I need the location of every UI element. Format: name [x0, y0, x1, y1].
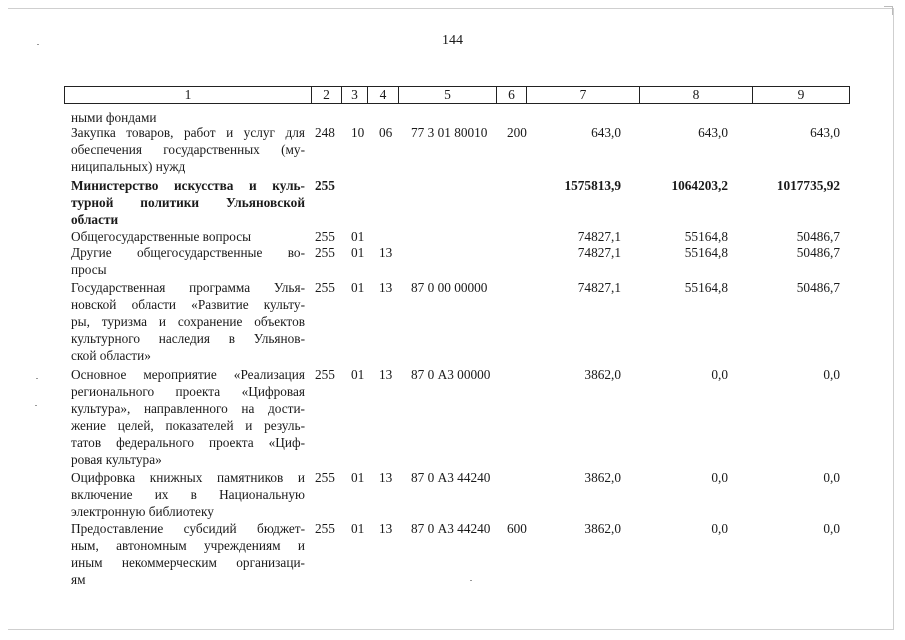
row-description — [71, 228, 305, 245]
description-line: ниципальных) нужд — [71, 159, 186, 174]
col-5-target: 87 0 А3 44240 — [411, 521, 491, 536]
corner-mark — [884, 6, 893, 15]
col-8-amount: 0,0 — [711, 367, 728, 382]
scan-speck — [37, 44, 39, 45]
description-line: ры, туризма и сохранение объектов — [71, 314, 305, 329]
description-line: включение их в Национальную — [71, 487, 305, 502]
row-description — [71, 469, 305, 520]
scan-speck — [470, 580, 472, 581]
description-line: новской области «Развитие культу- — [71, 297, 305, 312]
col-8-amount: 0,0 — [711, 521, 728, 536]
col-8-amount: 1064203,2 — [671, 178, 728, 193]
col-8-amount: 0,0 — [711, 470, 728, 485]
col-5-target: 77 3 01 80010 — [411, 125, 488, 140]
header-col-1: 1 — [65, 87, 312, 103]
description-line: Другие общегосударственные во- — [71, 245, 305, 260]
col-6-type: 600 — [507, 521, 527, 536]
col-2-code: 255 — [315, 470, 335, 485]
col-7-amount: 643,0 — [591, 125, 621, 140]
col-7-amount: 1575813,9 — [564, 178, 621, 193]
col-8-amount: 55164,8 — [684, 245, 728, 260]
col-5-target: 87 0 А3 44240 — [411, 470, 491, 485]
col-6-type: 200 — [507, 125, 527, 140]
col-3-section: 01 — [351, 521, 365, 536]
table-header — [64, 86, 850, 104]
description-line: ными фондами — [71, 110, 157, 125]
col-8-amount: 55164,8 — [684, 280, 728, 295]
col-8-amount: 55164,8 — [684, 229, 728, 244]
description-line: области — [71, 212, 119, 227]
col-2-code: 255 — [315, 521, 335, 536]
row-description — [71, 279, 305, 364]
col-7-amount: 3862,0 — [584, 470, 621, 485]
description-line: культурного наследия в Ульянов- — [71, 331, 305, 346]
description-line: электронную библиотеку — [71, 504, 214, 519]
row-description — [71, 177, 305, 228]
row-description — [71, 520, 305, 588]
col-2-code: 255 — [315, 367, 335, 382]
description-line: ным, автономным учреждениям и — [71, 538, 305, 553]
col-7-amount: 74827,1 — [577, 280, 621, 295]
col-2-code: 248 — [315, 125, 335, 140]
col-9-amount: 50486,7 — [796, 280, 840, 295]
description-line: Общегосударственные вопросы — [71, 229, 252, 244]
col-3-section: 01 — [351, 229, 365, 244]
col-2-code: 255 — [315, 245, 335, 260]
description-line: ской области» — [71, 348, 151, 363]
page-number: 144 — [442, 33, 463, 48]
description-line: Основное мероприятие «Реализация — [71, 367, 305, 382]
col-9-amount: 0,0 — [823, 470, 840, 485]
col-9-amount: 50486,7 — [796, 245, 840, 260]
col-4-subsection: 13 — [379, 521, 393, 536]
col-2-code: 255 — [315, 280, 335, 295]
description-line: просы — [71, 262, 107, 277]
header-col-5: 5 — [399, 87, 497, 103]
col-8-amount: 643,0 — [698, 125, 728, 140]
col-5-target: 87 0 А3 00000 — [411, 367, 491, 382]
description-line: культура», направленного на дости- — [71, 401, 305, 416]
header-col-9: 9 — [797, 87, 805, 102]
col-9-amount: 0,0 — [823, 367, 840, 382]
col-3-section: 01 — [351, 245, 365, 260]
col-4-subsection: 13 — [379, 245, 393, 260]
col-7-amount: 74827,1 — [577, 245, 621, 260]
scan-speck — [36, 378, 38, 379]
col-5-target: 87 0 00 00000 — [411, 280, 488, 295]
col-9-amount: 643,0 — [810, 125, 840, 140]
header-col-4: 4 — [368, 87, 399, 103]
col-3-section: 10 — [351, 125, 365, 140]
header-col-6: 6 — [497, 87, 527, 103]
description-line: Закупка товаров, работ и услуг для — [71, 125, 305, 140]
header-col-3: 3 — [342, 87, 368, 103]
row-description — [71, 124, 305, 175]
col-2-code: 255 — [315, 229, 335, 244]
description-line: обеспечения государственных (му- — [71, 142, 305, 157]
col-7-amount: 74827,1 — [577, 229, 621, 244]
col-4-subsection: 13 — [379, 367, 393, 382]
header-col-8: 8 — [640, 87, 753, 103]
col-3-section: 01 — [351, 367, 365, 382]
col-4-subsection: 13 — [379, 280, 393, 295]
col-4-subsection: 13 — [379, 470, 393, 485]
description-line: иным некоммерческим организаци- — [71, 555, 305, 570]
col-4-subsection: 06 — [379, 125, 393, 140]
description-line: татов федерального проекта «Циф- — [71, 435, 305, 450]
header-col-7: 7 — [527, 87, 640, 103]
col-7-amount: 3862,0 — [584, 367, 621, 382]
col-3-section: 01 — [351, 280, 365, 295]
description-line: Оцифровка книжных памятников и — [71, 470, 305, 485]
description-line: жение целей, показателей и резуль- — [71, 418, 305, 433]
col-9-amount: 0,0 — [823, 521, 840, 536]
description-line: Предоставление субсидий бюджет- — [71, 521, 305, 536]
scan-speck — [35, 405, 37, 406]
col-9-amount: 50486,7 — [796, 229, 840, 244]
col-9-amount: 1017735,92 — [776, 178, 840, 193]
description-line: ровая культура» — [71, 452, 162, 467]
row-description — [71, 244, 305, 278]
description-line: Министерство искусства и куль- — [71, 178, 305, 193]
description-line: регионального проекта «Цифровая — [71, 384, 305, 399]
row-description — [71, 366, 305, 468]
col-2-code: 255 — [315, 178, 335, 193]
description-line: турной политики Ульяновской — [71, 195, 305, 210]
description-line: Государственная программа Улья- — [71, 280, 305, 295]
description-line: ям — [71, 572, 86, 587]
header-col-2: 2 — [312, 87, 342, 103]
col-3-section: 01 — [351, 470, 365, 485]
col-7-amount: 3862,0 — [584, 521, 621, 536]
